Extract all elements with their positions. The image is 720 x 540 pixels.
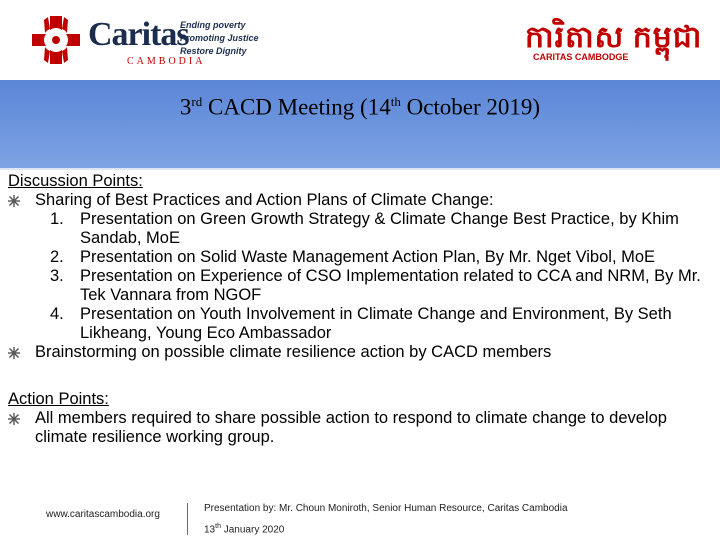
header xyxy=(0,0,720,80)
page-title: 3rd CACD Meeting (14th October 2019) xyxy=(179,94,541,120)
footer-presenter: Presentation by: Mr. Choun Moniroth, Senior Human Resource, Caritas Cambodia xyxy=(204,503,568,514)
bullet-text: Brainstorming on possible climate resilience action by CACD members xyxy=(35,343,552,361)
list-item xyxy=(50,267,713,305)
list-item xyxy=(50,248,713,267)
bullet-icon xyxy=(8,409,35,428)
khmer-brand-name: ការិតាស កម្ពុជា xyxy=(525,21,703,54)
list-item xyxy=(50,305,713,343)
bullet-text: Sharing of Best Practices and Action Plans of Climate Change: xyxy=(35,191,494,209)
item-number: 3. xyxy=(50,267,64,285)
item-text: Presentation on Solid Waste Management Action Plan, By Mr. Nget Vibol, MoE xyxy=(80,248,656,266)
action-heading: Action Points: xyxy=(8,390,109,408)
footer-date: 13th January 2020 xyxy=(204,523,285,536)
khmer-brand-subtitle: CARITAS CAMBODGE xyxy=(533,52,629,62)
item-number: 1. xyxy=(50,210,64,228)
brand-name: Caritas xyxy=(88,16,189,53)
bullet-icon xyxy=(8,343,35,362)
tagline-line: Promoting Justice xyxy=(180,33,259,43)
item-text: Presentation on Youth Involvement in Climate Change and Environment, By Seth Likheang, Young Eco Ambassador xyxy=(80,305,672,342)
item-text: Presentation on Green Growth Strategy & Climate Change Best Practice, by Khim Sandab, MoE xyxy=(80,210,679,247)
discussion-heading: Discussion Points: xyxy=(8,172,143,190)
list-item xyxy=(8,409,713,447)
list-item xyxy=(50,210,713,248)
item-number: 2. xyxy=(50,248,64,266)
list-item xyxy=(8,191,713,210)
slide-content xyxy=(8,172,713,447)
footer-website: www.caritascambodia.org xyxy=(46,509,160,520)
footer-divider xyxy=(187,503,188,535)
item-text: Presentation on Experience of CSO Implementation related to CCA and NRM, By Mr. Tek Vannara from NGOF xyxy=(80,267,701,304)
tagline xyxy=(180,19,259,58)
caritas-logo xyxy=(30,12,260,74)
bullet-text: All members required to share possible action to respond to climate change to develop climate resilience working group. xyxy=(35,409,667,446)
tagline-line: Ending poverty xyxy=(180,20,246,30)
bullet-icon xyxy=(8,191,35,210)
list-item xyxy=(8,343,713,362)
brand-subtitle: CAMBODIA xyxy=(127,56,206,67)
tagline-line: Restore Dignity xyxy=(180,46,247,56)
item-number: 4. xyxy=(50,305,64,323)
caritas-khmer-logo xyxy=(525,16,715,66)
caritas-cross-icon xyxy=(30,14,82,66)
